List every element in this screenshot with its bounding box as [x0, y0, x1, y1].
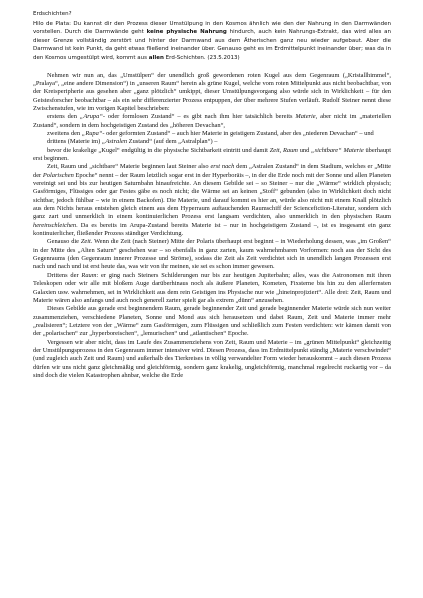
- text-run: Zustand“ (auf dem „Astralplan“) –: [127, 138, 218, 146]
- italic-run: „Astralen: [101, 138, 128, 146]
- italic-run: „Arupa“: [79, 113, 103, 121]
- italic-run: Materie: [295, 113, 316, 121]
- answer-bold-run: keine physische Nahrung: [146, 29, 227, 36]
- text-run: : er ging nach Steiners Schilderungen nur bis zur heutigen Jupiterbahn; alles, was die Astronomen mit ihren Teleskopen oder wir alle mit bloßem Auge darüberhinaus noch als äußere Planeten, Kometen, Fixsterne bis hin zu den allerfernsten Galaxien usw. wahrnehmen, sei in Wirklichkeit aus dem rein Geistigen ins Physische nur wie „hineinprojiziert“. Alle drei: Zeit, Raum und Materie wären also anfangs und auch noch generell zarter spielt gar als extrem „dünn“ anzusehen.: [33, 271, 391, 304]
- body-paragraph: [33, 72, 391, 114]
- text-run: Epoche“ nennt – der Raum letztlich sogar erst in der Hyperboräis –, in der die Erde noch mit der Sonne und allen Planeten vereinigt sei und bis zur heutigen Saturnbahn hinaufreichte. An diesem Gebilde sei – so Steiner – nur die „Wärme“ wirklich physisch; Gasförmiges, Flüssiges oder gar Festes gäbe es noch nicht; die Wärme sei an keinen „Stoff“ gebunden (also in Wirklichkeit doch nicht sichtbar, jedoch fühlbar – wie in einem Backofen). Die Materie, und darauf kommt es hier an, würde also nicht mit einem Knall plötzlich aus dem Nichts heraus entstehen gleich einem aus dem Hyperraum auftauchenden Raumschiff der Sciencefiction-Literatur, sondern sich ganz zart und unmerklich in einem kontinuierlichen Prozess erst langsam verdichten, also unmerklich in den physischen Raum: [33, 171, 391, 221]
- text-run: dem „Astralen Zustand“ in dem Stadium, welches er „Mitte der: [33, 163, 392, 179]
- answer-run: Erd-Schichten. (23.5.2013): [163, 54, 240, 61]
- text-run: Nehmen wir nun an, das „Umstülpen“ der unendlich groß gewordenen roten Kugel aus dem Gegenraum („Kristallhimmel“, „Pralaya“, „eine andere Dimension“) in „unseren Raum“ herein als grüne Kugel, welche vom roten Mittelpunkt aus nicht beobachtbar, von der Kreisperipherie aus gesehen aber „ganz plötzlich“ umkippt, dieser Umstülpungsvorgang also würde sich in Wirklichkeit – für den Geistesforscher beobachtbar – als ein sehr differenzierter Prozess entpuppen, der über mehrere Stufen verläuft. Rudolf Steiner nennt diese Zwischenstufen, wie im vorigen Kapitel beschrieben:: [33, 71, 391, 112]
- text-run: und: [297, 146, 312, 154]
- text-run: zweitens den: [47, 129, 82, 137]
- text-run: - oder geformten Zustand“ – auch hier Materie in geistigem Zustand, aber des „niederen Devachan“ – und: [102, 129, 374, 137]
- body-paragraph: [33, 163, 391, 238]
- body-paragraph: [33, 238, 391, 271]
- text-run: . Wenn die Zeit (nach Steiner) Mitte der Polaris überhaupt erst beginnt – in Wiederholung dessen, was „im Großen“ in der Mitte des „Alten Saturn“ geschehen war – so ebenfalls in ganz zarten, kaum wahrnehmbaren Vorformen: noch aus der Sicht des Gegenraums (den Gegenraum innerer Prozesse und Ströme), sodass die Zeit als Zeit verdichtet sich in unendlich langen Prozessen erst nach und nach und ist erst heute das, was wir von ihr meinen, sie sei es schon immer gewesen.: [33, 238, 391, 271]
- answer-run: Hilo de Plata: Du kannst dir den Prozess dieser Umstülpung in den Kosmos ähnlich wie den der Nahrung in den Darmwänden vorstellen. Durch die Darmwände geht: [33, 20, 391, 36]
- body-text: [33, 72, 391, 381]
- body-paragraph: [33, 339, 391, 381]
- italic-run: Raum: [81, 271, 97, 279]
- body-paragraph: [33, 113, 391, 130]
- text-run: erstens den: [47, 113, 80, 121]
- text-run: Zeit, Raum und „sichtbare“ Materie beginnen laut Steiner also: [47, 163, 211, 171]
- body-paragraph: [33, 138, 391, 146]
- body-paragraph: [33, 147, 391, 164]
- document-page: [33, 10, 391, 380]
- text-run: Genauso die: [47, 238, 81, 246]
- text-run: drittens (Materie im): [47, 138, 102, 146]
- qa-section: [33, 10, 391, 63]
- text-run: bevor die krakelige „Kugel“ endgültig in die physische Sichtbarkeit eintritt und damit: [47, 146, 270, 154]
- text-run: Dieses Gebilde aus gerade erst beginnendem Raum, gerade beginnender Zeit und gerade beginnender Materie würde sich nun weiter zusammenziehen, verschiedene Planeten, Sonne und Mond aus sich herausetzen und dabei Raum, Zeit und Materie immer mehr „realisieren“; Letztere von der „Wärme“ zum Gasförmigen, zum Flüssigen und schließlich zum Festen verdichten: wir kämen damit von der „polarischen“ zur „hyperboreischen“, „lemurischen“ und „atlantischen“ Epoche.: [33, 305, 391, 338]
- question-text: Erdschichten?: [33, 11, 72, 17]
- body-paragraph: [33, 130, 391, 138]
- text-run: . Da es bereits im Arupa-Zustand bereits Materie ist – nur in hochgeistigem Zustand –, ist es insgesamt ein ganz kontinuierlicher, fließender Prozess ständiger Verdichtung.: [33, 221, 391, 238]
- italic-run: Polarischen: [42, 171, 74, 179]
- italic-run: erst nach: [210, 163, 235, 171]
- text-run: überhaupt erst beginnen.: [33, 146, 392, 162]
- italic-run: hereinschleichen: [33, 221, 77, 229]
- italic-run: „Rupa“: [81, 129, 103, 137]
- italic-run: Zeit, Raum: [269, 146, 298, 154]
- text-run: Vergessen wir aber nicht, dass im Laufe des Zusammenziehens von Zeit, Raum und Materie – im „grünen Mittelpunkt“ gleichzeitig der Umstülpungsprozess in den Gegenraum immer intensiver wird. Diesen Prozess, dass im Erdmittelpunkt ständig „Materie verschwindet“ (und zugleich auch Zeit und Raum) und außerhalb des Tierkreises in völlig verwandelter Form wieder herauskommt – auch diesen Prozess dürfen wir uns nicht ganz gleichmäßig und gleichförmig, sondern ganz krakelig, ungleichförmig, manchmal regelrecht ruckartig vor – da sind doch die vielen Katastrophen ahnbar, welche die Erde: [33, 338, 391, 379]
- italic-run: Zeit: [80, 238, 91, 246]
- text-run: Drittens der: [47, 271, 82, 279]
- answer-bold-run: allen: [148, 54, 164, 61]
- text-run: , aber nicht im „materiellen Zustand“, sondern in dem hochgeistigen Zustand des „höheren Devachan“,: [33, 113, 391, 129]
- text-run: - oder formlosen Zustand“ – es gibt nach ihm hier tatsächlich bereits: [102, 113, 296, 121]
- answer-text: [33, 20, 391, 63]
- body-paragraph: [33, 272, 391, 305]
- body-paragraph: [33, 305, 391, 338]
- answer-run: hindurch, auch kein Nahrungs-Extrakt, das wird alles an dieser Grenze vollständig zerstört und hinter der Darmwand aus dem Ätherischen ganz neu wieder aufgebaut. Aber die Darmwand ist kein Punkt, da geht etwas fließend ineinander über. Genauso geht es im Erdmittelpunkt ineinander über; was da in den Kosmos umgestülpt wird, kommt aus: [33, 29, 391, 61]
- italic-run: „sichtbare“ Materie: [311, 146, 364, 154]
